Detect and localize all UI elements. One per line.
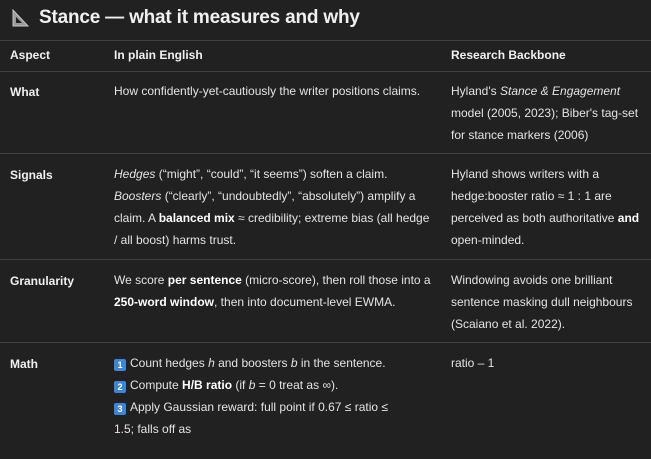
title-text: Stance — what it measures and why (39, 7, 360, 28)
column-header-research: Research Backbone (451, 48, 566, 62)
divider (0, 71, 651, 72)
granularity-plain-cell: We score per sentence (micro-score), then roll those into a 250-word window, then into document-level EWMA. (114, 273, 431, 309)
keycap-2-icon: 2 (114, 381, 126, 393)
math-step: 1 Count hedges h and boosters b in the sentence. (114, 352, 432, 374)
divider (0, 342, 651, 343)
keycap-1-icon: 1 (114, 359, 126, 371)
row-label-signals: Signals (10, 168, 53, 182)
triangular-ruler-icon (10, 8, 30, 28)
divider (0, 40, 651, 41)
page-title (10, 7, 360, 29)
math-step: 3 Apply Gaussian reward: full point if 0.67 ≤ ratio ≤ (114, 396, 432, 418)
signals-plain-cell: Hedges (“might”, “could”, “it seems”) soften a claim. Boosters (“clearly”, “undoubtedly”, “absolutely”) amplify a claim. A balanced mix ≈ credibility; extreme bias (all hedge / all boost) harms trust. (114, 167, 430, 247)
math-step-continuation: 1.5; falls off as (114, 422, 192, 436)
divider (0, 153, 651, 154)
row-label-math: Math (10, 357, 38, 371)
signals-research-cell: Hyland shows writers with a hedge:booster ratio ≈ 1 : 1 are perceived as both authoritative and open-minded. (451, 167, 640, 247)
row-label-what: What (10, 85, 40, 99)
math-plain-cell (114, 352, 432, 440)
granularity-research-cell: Windowing avoids one brilliant sentence masking dull neighbours (Scaiano et al. 2022). (451, 273, 633, 331)
math-research-cell: ratio – 1 (451, 356, 495, 370)
row-label-granularity: Granularity (10, 274, 75, 288)
column-header-plain-english: In plain English (114, 48, 203, 62)
column-header-aspect: Aspect (10, 48, 51, 62)
what-research-cell: Hyland's Stance & Engagement model (2005, 2023); Biber's tag-set for stance markers (2006) (451, 84, 639, 142)
keycap-3-icon: 3 (114, 403, 126, 415)
math-step: 2 Compute H/B ratio (if b = 0 treat as ∞). (114, 374, 432, 396)
what-plain-cell: How confidently-yet-cautiously the writer positions claims. (114, 84, 421, 98)
divider (0, 259, 651, 260)
